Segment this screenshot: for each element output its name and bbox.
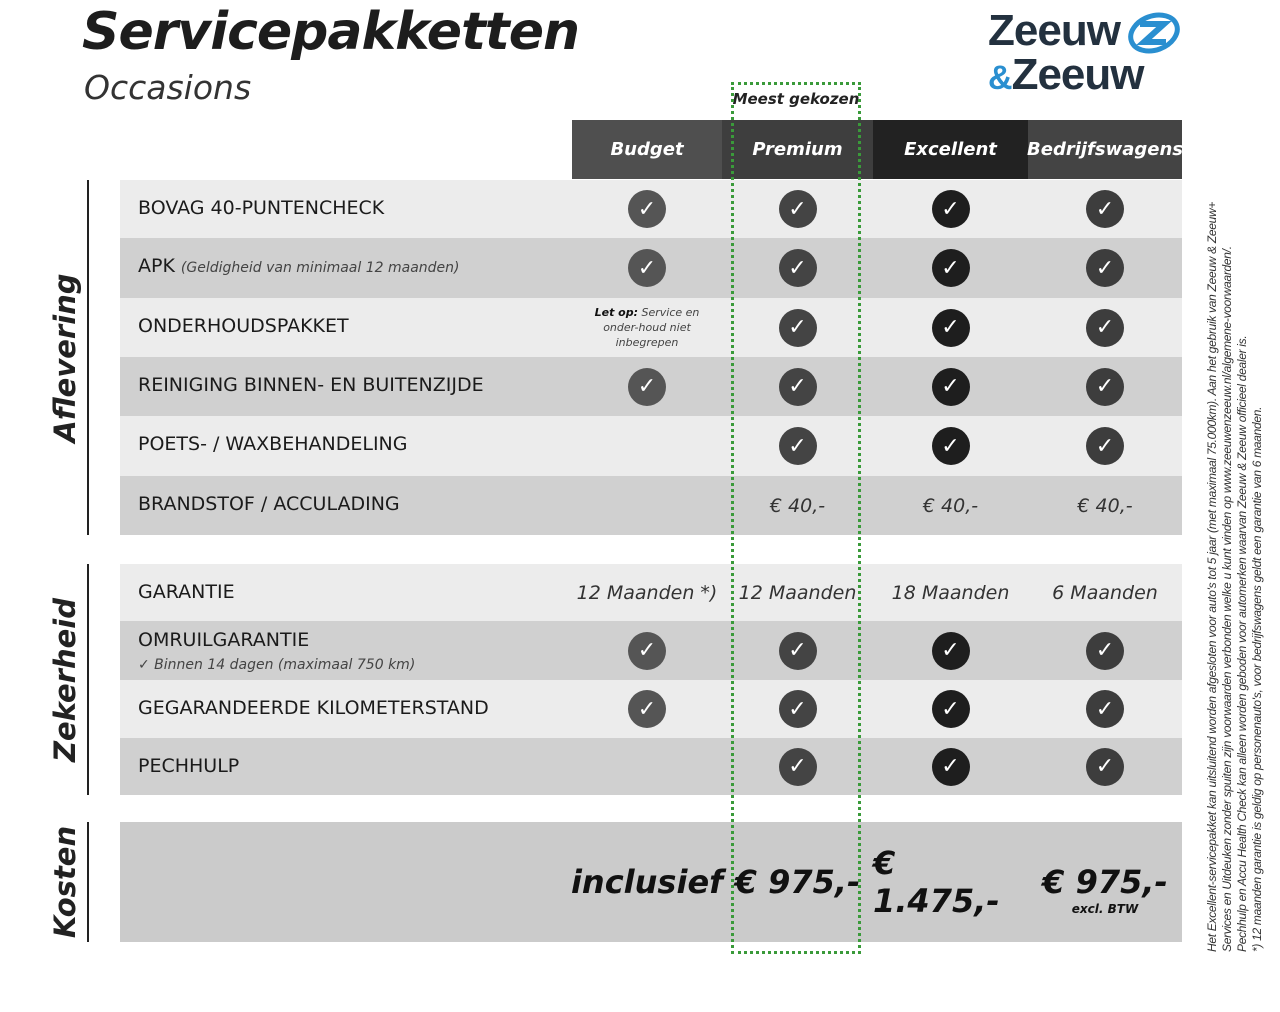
section-label-zekerheid: Zekerheid [48,597,82,762]
check-icon: ✓ [1086,748,1124,786]
cell-value: 12 Maanden [738,581,857,604]
note-text: Service en onder-houd niet inbegrepen [603,306,700,349]
row-label-group [138,433,407,455]
table-row [120,564,1182,621]
row-label-group [138,315,349,337]
table-row [120,822,1182,942]
table-row [120,357,1182,416]
row-label: BRANDSTOF / ACCULADING [138,493,400,515]
logo-ampersand: & [988,59,1012,97]
cell-bedrijfswagens [1028,564,1182,621]
row-label-group [138,755,239,777]
cell-premium [722,822,873,942]
section-label-kosten: Kosten [48,825,82,939]
table-row [120,476,1182,535]
check-icon: ✓ [932,190,970,228]
cell-bedrijfswagens [1028,680,1182,738]
cell-budget [572,822,722,942]
footnote: Het Excellent-servicepakket kan uitsluitend worden afgesloten voor auto's tot 5 jaar (met maximaal 75.000km). Aan het gebruik van Zeeuw & Zeeuw+ [1205,201,1219,952]
row-label: POETS- / WAXBEHANDELING [138,433,408,455]
row-label: PECHHULP [138,755,240,777]
cell-bedrijfswagens [1028,298,1182,357]
row-label-group [138,493,400,515]
cell-premium [722,476,873,535]
cell-budget [572,564,722,621]
cell-excellent [873,822,1028,942]
check-icon: ✓ [628,632,666,670]
row-label: GARANTIE [138,581,235,603]
section-divider [87,180,89,535]
check-icon: ✓ [779,368,817,406]
cell-excellent [873,238,1028,298]
row-label: OMRUILGARANTIE [138,629,310,651]
check-icon: ✓ [1086,309,1124,347]
price: € 975,- [1042,863,1168,901]
check-icon: ✓ [779,190,817,228]
cell-budget [572,238,722,298]
check-icon: ✓ [932,690,970,728]
check-icon: ✓ [628,190,666,228]
cell-bedrijfswagens [1028,357,1182,416]
row-label-group [138,374,484,396]
price: € 975,- [734,863,861,901]
check-icon: ✓ [779,632,817,670]
check-icon: ✓ [932,748,970,786]
row-label: APK [138,255,175,277]
cell-budget [572,476,722,535]
cell-bedrijfswagens [1028,180,1182,238]
cell-premium [722,298,873,357]
check-icon: ✓ [932,427,970,465]
cell-premium [722,416,873,476]
cell-value: 18 Maanden [891,581,1010,604]
cell-excellent [873,476,1028,535]
table-row [120,298,1182,357]
price: € 1.475,- [873,844,1000,920]
section-label-aflevering: Aflevering [48,272,82,443]
cell-excellent [873,298,1028,357]
cell-value: 6 Maanden [1052,581,1158,604]
cell-value: € 40,- [1077,494,1133,517]
logo-line2: Zeeuw [1011,50,1144,99]
column-header-budget: Budget [572,120,722,179]
zeeuw-logo [988,6,1188,102]
column-header-premium: Premium [722,120,873,179]
excl-btw-note: excl. BTW [1071,902,1139,916]
row-label: ONDERHOUDSPAKKET [138,315,349,337]
cell-premium [722,238,873,298]
cell-budget [572,621,722,680]
check-icon: ✓ [1086,190,1124,228]
row-note: (Geldigheid van minimaal 12 maanden) [180,260,460,276]
check-icon: ✓ [779,427,817,465]
most-chosen-label: Meest gekozen [732,90,860,108]
table-row [120,238,1182,298]
cell-premium [722,680,873,738]
row-label: GEGARANDEERDE KILOMETERSTAND [138,697,489,719]
cell-budget [572,416,722,476]
cell-excellent [873,357,1028,416]
cell-value: 12 Maanden *) [576,581,718,604]
row-label-group [138,629,309,651]
cell-budget [572,298,722,357]
cell-budget [572,680,722,738]
table-row [120,680,1182,738]
cell-value: € 40,- [922,494,979,517]
cell-bedrijfswagens [1028,822,1182,942]
row-sublabel: ✓ Binnen 14 dagen (maximaal 750 km) [138,657,416,673]
cell-budget [572,180,722,238]
check-icon: ✓ [1086,690,1124,728]
column-header-excellent: Excellent [873,120,1028,179]
check-icon: ✓ [779,690,817,728]
row-label-group [138,697,489,719]
check-icon: ✓ [932,632,970,670]
table-row [120,738,1182,795]
cell-excellent [873,621,1028,680]
check-icon: ✓ [628,690,666,728]
cell-bedrijfswagens [1028,416,1182,476]
check-icon: ✓ [779,748,817,786]
check-icon: ✓ [779,309,817,347]
check-icon: ✓ [932,249,970,287]
cell-bedrijfswagens [1028,476,1182,535]
cell-budget [572,357,722,416]
budget-note [582,305,712,350]
row-label-group [138,197,384,219]
cell-excellent [873,180,1028,238]
check-icon: ✓ [628,368,666,406]
column-header-bedrijfswagens: Bedrijfswagens [1028,120,1182,179]
cell-premium [722,357,873,416]
cell-excellent [873,738,1028,795]
check-icon: ✓ [779,249,817,287]
footnote: Services en Uitdeuken zonder spuiten zijn voorwaarden verbonden welke u kunt vinden op www.zeeuwenzeeuw.nl/algemene-voorwaarden/. [1220,246,1234,952]
page-subtitle: Occasions [84,68,252,107]
section-divider [87,822,89,942]
cell-premium [722,180,873,238]
cell-bedrijfswagens [1028,738,1182,795]
cell-excellent [873,564,1028,621]
row-label: REINIGING BINNEN- EN BUITENZIJDE [138,374,484,396]
cell-excellent [873,680,1028,738]
footnote: Pechhulp en Accu Health Check kan alleen worden geboden voor automerken waarvan Zeeuw & Zeeuw officieel dealer is. [1235,335,1249,952]
check-icon: ✓ [932,368,970,406]
cell-bedrijfswagens [1028,238,1182,298]
row-label-group [138,255,460,277]
check-icon: ✓ [1086,249,1124,287]
logo-line1: Zeeuw [988,6,1120,55]
cell-bedrijfswagens [1028,621,1182,680]
check-icon: ✓ [1086,632,1124,670]
footnotes [1205,112,1265,952]
table-row [120,621,1182,680]
table-row [120,180,1182,238]
cell-value: € 40,- [769,494,826,517]
cell-budget [572,738,722,795]
row-label-group [138,581,235,603]
check-icon: ✓ [628,249,666,287]
row-label: BOVAG 40-PUNTENCHECK [138,197,385,219]
footnote: *) 12 maanden garantie is geldig op personenauto's, voor bedrijfswagens geldt een garantie van 6 maanden. [1250,406,1264,952]
cell-premium [722,738,873,795]
price: inclusief [570,863,724,901]
cell-premium [722,564,873,621]
check-icon: ✓ [1086,368,1124,406]
check-icon: ✓ [1086,427,1124,465]
check-icon: ✓ [932,309,970,347]
cell-excellent [873,416,1028,476]
note-bold: Let op: [594,306,638,319]
cell-premium [722,621,873,680]
page-title: Servicepakketten [82,2,580,62]
table-row [120,416,1182,476]
